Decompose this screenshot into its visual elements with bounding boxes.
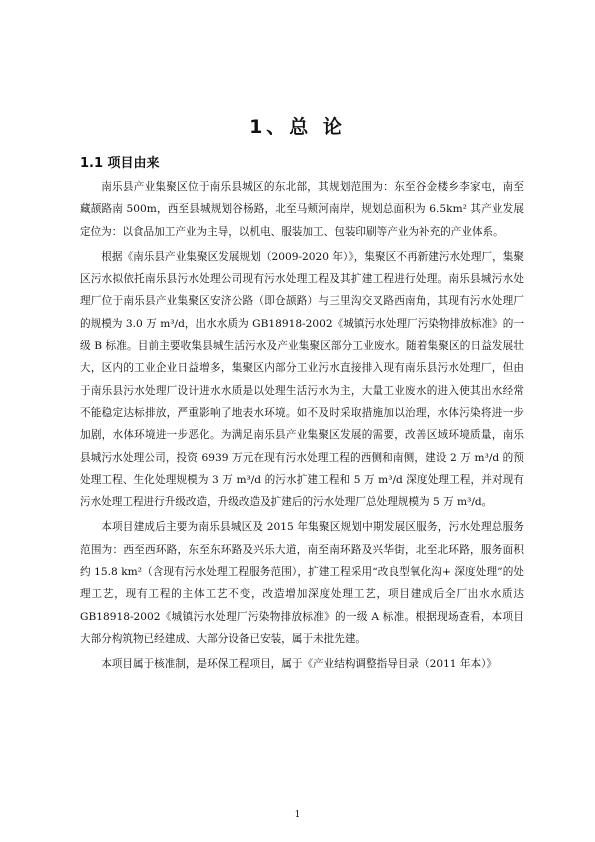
page-number: 1	[294, 810, 301, 820]
paragraph: 本项目属于核准制，是环保工程项目，属于《产业结构调整指导目录（2011 年本）》	[101, 658, 497, 671]
section-heading: 1.1 项目由来	[80, 156, 160, 171]
paragraph: 本项目建成后主要为南乐县城区及 2015 年集聚区规划中期发展区服务，污水处理总服务范围为：西至西环路，东至东环路及兴乐大道，南至南环路及兴华街，北至北环路，服务面积约 15.8 km²（含现有污水处理工程服务范围），扩建工程采用“改良型氧化沟+ 深度处理”的处理工艺，现有工程的主体工艺不变，改造增加深度处理工艺，项目建成后全厂出水水质达 GB18918-2002《城镇污水处理厂污染物排放标准》的一级 A 标准。根据现场查看，本项目大部分构筑物已经建成、大部分设备已安装，属于未批先建。	[80, 521, 524, 645]
body-text	[80, 176, 524, 679]
paragraph: 南乐县产业集聚区位于南乐县城区的东北部，其规划范围为：东至谷金楼乡李家屯，南至藏颉路南 500m，西至县城规划谷杨路，北至马颊河南岸，规划总面积为 6.5km² 其产业发展定位为：以食品加工产业为主导，以机电、服装加工、包装印刷等产业为补充的产业体系。	[80, 181, 524, 238]
chapter-title: 1、总 论	[249, 116, 346, 138]
paragraph: 根据《南乐县产业集聚区发展规划（2009-2020 年）》，集聚区不再新建污水处理厂，集聚区污水拟依托南乐县污水处理公司现有污水处理工程及其扩建工程进行处理。南乐县城污水处理厂位于南乐县产业集聚区安济公路（即仓颉路）与三里沟交叉路西南角，其现有污水处理厂的规模为 3.0 万 m³/d，出水水质为 GB18918-2002《城镇污水处理厂污染物排放标准》的一级 B 标准。目前主要收集县城生活污水及产业集聚区部分工业废水。随着集聚区的日益发展壮大，区内的工业企业日益增多，集聚区内部分工业污水直接排入现有南乐县污水处理厂，但由于南乐县污水处理厂设计进水水质是以处理生活污水为主，大量工业废水的进入使其出水经常不能稳定达标排放，严重影响了地表水环境。如不及时采取措施加以治理，水体污染将进一步加剧，水体环境进一步恶化。为满足南乐县产业集聚区发展的需要，改善区域环境质量，南乐县城污水处理公司，投资 6939 万元在现有污水处理工程的西侧和南侧，建设 2 万 m³/d 的预处理工程、生化处理规模为 3 万 m³/d 的污水扩建工程和 5 万 m³/d 深度处理工程，并对现有污水处理工程进行升级改造，升级改造及扩建后的污水处理厂总处理规模为 5 万 m³/d。	[80, 250, 524, 509]
